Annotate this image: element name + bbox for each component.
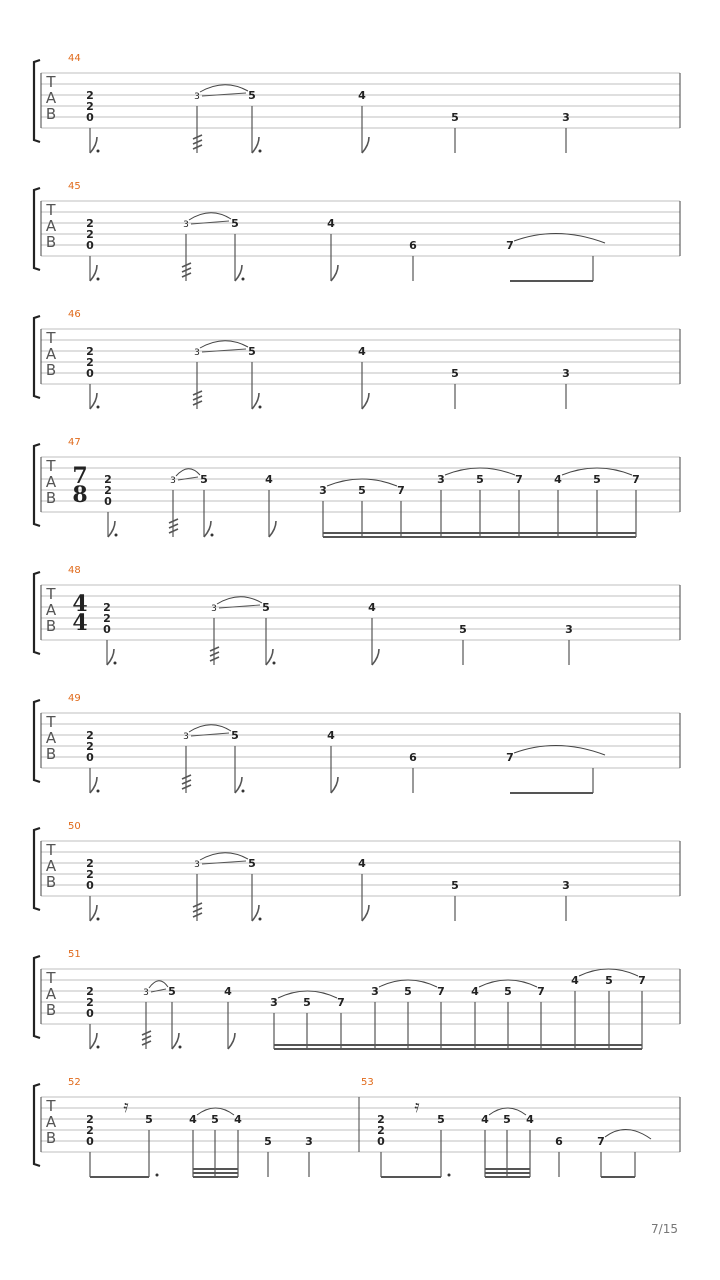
tab-clef-letter: A	[45, 217, 57, 235]
tie	[605, 1129, 651, 1139]
sixteenth-rest: 𝄿	[414, 1097, 420, 1117]
sixteenth-rest: 𝄿	[123, 1097, 129, 1117]
slide-line	[191, 733, 229, 736]
fret-number: 5	[503, 1113, 511, 1126]
eighth-flag	[331, 265, 338, 281]
fret-number: 2	[86, 729, 94, 742]
fret-number: 4	[189, 1113, 197, 1126]
fret-number: 7	[437, 985, 445, 998]
fret-number: 4	[481, 1113, 489, 1126]
fret-number: 3	[305, 1135, 313, 1148]
measure-number: 52	[68, 1077, 81, 1088]
fret-number: 5	[248, 857, 256, 870]
fret-number: 5	[231, 217, 239, 230]
eighth-flag	[108, 521, 115, 537]
fret-number: 5	[404, 985, 412, 998]
tab-clef-letter: B	[45, 1001, 57, 1019]
time-signature-top: 7	[72, 463, 88, 489]
measure-number: 53	[361, 1077, 374, 1088]
fret-number: 3	[565, 623, 573, 636]
eighth-flag	[362, 137, 369, 153]
eighth-flag	[331, 777, 338, 793]
dot	[97, 150, 100, 153]
fret-number: 5	[459, 623, 467, 636]
fret-number: 2	[103, 612, 111, 625]
fret-number: 0	[86, 879, 94, 892]
tab-clef-letter: B	[45, 105, 57, 123]
grace-fret-number: 3	[194, 860, 200, 870]
fret-number: 5	[605, 974, 613, 987]
fret-number: 3	[562, 879, 570, 892]
slur	[176, 469, 200, 476]
fret-number: 2	[86, 345, 94, 358]
eighth-flag	[204, 521, 211, 537]
system-bracket	[34, 60, 40, 142]
fret-number: 4	[327, 217, 335, 230]
fret-number: 2	[86, 1113, 94, 1126]
tab-clef-letter: A	[45, 89, 57, 107]
system-bracket	[34, 316, 40, 398]
fret-number: 5	[303, 996, 311, 1009]
slur	[189, 725, 231, 732]
eighth-flag	[90, 393, 97, 409]
tab-clef-letter: T	[46, 969, 56, 987]
slur	[200, 853, 248, 860]
eighth-flag	[90, 265, 97, 281]
fret-number: 3	[319, 484, 327, 497]
dot	[448, 1174, 451, 1177]
fret-number: 5	[211, 1113, 219, 1126]
fret-number: 2	[86, 356, 94, 369]
eighth-flag	[266, 649, 273, 665]
measure-number: 46	[68, 309, 81, 320]
slide-line	[191, 221, 229, 224]
eighth-flag	[362, 905, 369, 921]
tab-clef-letter: T	[46, 329, 56, 347]
grace-fret-number: 3	[194, 92, 200, 102]
dot	[259, 406, 262, 409]
tab-clef-letter: A	[45, 601, 57, 619]
fret-number: 4	[471, 985, 479, 998]
fret-number: 3	[562, 367, 570, 380]
fret-number: 0	[86, 111, 94, 124]
slide-line	[202, 93, 246, 96]
fret-number: 5	[262, 601, 270, 614]
fret-number: 4	[234, 1113, 242, 1126]
system-bracket	[34, 188, 40, 270]
fret-number: 2	[86, 985, 94, 998]
dot	[97, 406, 100, 409]
eighth-flag	[362, 393, 369, 409]
fret-number: 7	[337, 996, 345, 1009]
eighth-flag	[235, 265, 242, 281]
fret-number: 7	[506, 751, 514, 764]
eighth-flag	[228, 1033, 235, 1049]
slur	[149, 981, 168, 988]
fret-number: 4	[358, 89, 366, 102]
dot	[242, 278, 245, 281]
fret-number: 4	[327, 729, 335, 742]
fret-number: 7	[597, 1135, 605, 1148]
fret-number: 0	[377, 1135, 385, 1148]
fret-number: 2	[86, 217, 94, 230]
fret-number: 2	[86, 100, 94, 113]
fret-number: 5	[593, 473, 601, 486]
tab-clef-letter: B	[45, 361, 57, 379]
tab-clef-letter: T	[46, 713, 56, 731]
tab-clef-letter: T	[46, 73, 56, 91]
tab-clef-letter: B	[45, 1129, 57, 1147]
eighth-flag	[90, 905, 97, 921]
time-signature-top: 4	[72, 591, 88, 617]
eighth-flag	[107, 649, 114, 665]
tie	[514, 233, 605, 243]
fret-number: 2	[86, 740, 94, 753]
fret-number: 5	[451, 367, 459, 380]
slide-line	[202, 861, 246, 864]
eighth-flag	[90, 1033, 97, 1049]
fret-number: 2	[104, 473, 112, 486]
fret-number: 2	[377, 1113, 385, 1126]
dot	[273, 662, 276, 665]
tab-clef-letter: B	[45, 617, 57, 635]
eighth-flag	[269, 521, 276, 537]
fret-number: 2	[86, 228, 94, 241]
dot	[156, 1174, 159, 1177]
system-bracket	[34, 700, 40, 782]
fret-number: 6	[409, 751, 417, 764]
tab-clef-letter: B	[45, 745, 57, 763]
dot	[179, 1046, 182, 1049]
eighth-flag	[252, 137, 259, 153]
fret-number: 4	[526, 1113, 534, 1126]
fret-number: 2	[86, 996, 94, 1009]
fret-number: 5	[451, 879, 459, 892]
dot	[97, 278, 100, 281]
fret-number: 0	[86, 367, 94, 380]
tab-clef-letter: T	[46, 201, 56, 219]
fret-number: 2	[86, 1124, 94, 1137]
fret-number: 5	[358, 484, 366, 497]
fret-number: 0	[86, 1007, 94, 1020]
slide-line	[219, 605, 260, 608]
fret-number: 7	[632, 473, 640, 486]
dot	[242, 790, 245, 793]
fret-number: 2	[86, 857, 94, 870]
fret-number: 3	[562, 111, 570, 124]
fret-number: 0	[103, 623, 111, 636]
eighth-flag	[252, 905, 259, 921]
fret-number: 0	[86, 751, 94, 764]
fret-number: 2	[104, 484, 112, 497]
slur	[189, 213, 231, 220]
fret-number: 4	[368, 601, 376, 614]
grace-fret-number: 3	[170, 476, 176, 486]
fret-number: 2	[377, 1124, 385, 1137]
grace-fret-number: 3	[143, 988, 149, 998]
fret-number: 2	[86, 868, 94, 881]
measure-number: 44	[68, 53, 81, 64]
grace-fret-number: 3	[183, 220, 189, 230]
fret-number: 5	[248, 345, 256, 358]
tab-clef-letter: T	[46, 1097, 56, 1115]
fret-number: 5	[264, 1135, 272, 1148]
measure-number: 50	[68, 821, 81, 832]
dot	[97, 790, 100, 793]
measure-number: 51	[68, 949, 81, 960]
dot	[259, 918, 262, 921]
tab-clef-letter: A	[45, 1113, 57, 1131]
dot	[211, 534, 214, 537]
fret-number: 5	[200, 473, 208, 486]
fret-number: 7	[397, 484, 405, 497]
slide-line	[202, 349, 246, 352]
tab-clef-letter: A	[45, 729, 57, 747]
system-bracket	[34, 1084, 40, 1166]
fret-number: 6	[409, 239, 417, 252]
system-bracket	[34, 828, 40, 910]
slide-line	[151, 989, 166, 992]
fret-number: 0	[104, 495, 112, 508]
grace-fret-number: 3	[211, 604, 217, 614]
fret-number: 0	[86, 1135, 94, 1148]
fret-number: 4	[358, 857, 366, 870]
dot	[114, 662, 117, 665]
fret-number: 2	[86, 89, 94, 102]
eighth-flag	[372, 649, 379, 665]
tab-clef-letter: B	[45, 233, 57, 251]
system-bracket	[34, 956, 40, 1038]
tab-clef-letter: A	[45, 345, 57, 363]
fret-number: 3	[437, 473, 445, 486]
tab-clef-letter: A	[45, 473, 57, 491]
slur	[200, 85, 248, 92]
fret-number: 2	[103, 601, 111, 614]
fret-number: 5	[145, 1113, 153, 1126]
dot	[97, 1046, 100, 1049]
eighth-flag	[172, 1033, 179, 1049]
tie	[514, 745, 605, 755]
measure-number: 48	[68, 565, 81, 576]
fret-number: 4	[358, 345, 366, 358]
tab-clef-letter: T	[46, 841, 56, 859]
time-signature-bottom: 8	[72, 482, 88, 508]
fret-number: 3	[371, 985, 379, 998]
tab-clef-letter: A	[45, 857, 57, 875]
eighth-flag	[90, 777, 97, 793]
eighth-flag	[235, 777, 242, 793]
time-signature-bottom: 4	[72, 610, 88, 636]
fret-number: 5	[248, 89, 256, 102]
system-bracket	[34, 572, 40, 654]
fret-number: 5	[437, 1113, 445, 1126]
fret-number: 6	[555, 1135, 563, 1148]
fret-number: 4	[224, 985, 232, 998]
fret-number: 7	[638, 974, 646, 987]
measure-number: 45	[68, 181, 81, 192]
fret-number: 4	[554, 473, 562, 486]
measure-number: 49	[68, 693, 81, 704]
dot	[97, 918, 100, 921]
tab-clef-letter: A	[45, 985, 57, 1003]
system-bracket	[34, 444, 40, 526]
fret-number: 4	[571, 974, 579, 987]
tab-clef-letter: T	[46, 457, 56, 475]
eighth-flag	[90, 137, 97, 153]
fret-number: 7	[537, 985, 545, 998]
fret-number: 5	[476, 473, 484, 486]
fret-number: 0	[86, 239, 94, 252]
tab-clef-letter: B	[45, 873, 57, 891]
fret-number: 3	[270, 996, 278, 1009]
fret-number: 5	[451, 111, 459, 124]
slur	[217, 597, 262, 604]
fret-number: 5	[231, 729, 239, 742]
tab-clef-letter: B	[45, 489, 57, 507]
fret-number: 7	[506, 239, 514, 252]
slide-line	[178, 477, 198, 480]
fret-number: 5	[168, 985, 176, 998]
grace-fret-number: 3	[183, 732, 189, 742]
slur	[200, 341, 248, 348]
fret-number: 5	[504, 985, 512, 998]
tab-clef-letter: T	[46, 585, 56, 603]
fret-number: 4	[265, 473, 273, 486]
measure-number: 47	[68, 437, 81, 448]
dot	[115, 534, 118, 537]
fret-number: 7	[515, 473, 523, 486]
grace-fret-number: 3	[194, 348, 200, 358]
eighth-flag	[252, 393, 259, 409]
dot	[259, 150, 262, 153]
page-number: 7/15	[651, 1222, 678, 1236]
